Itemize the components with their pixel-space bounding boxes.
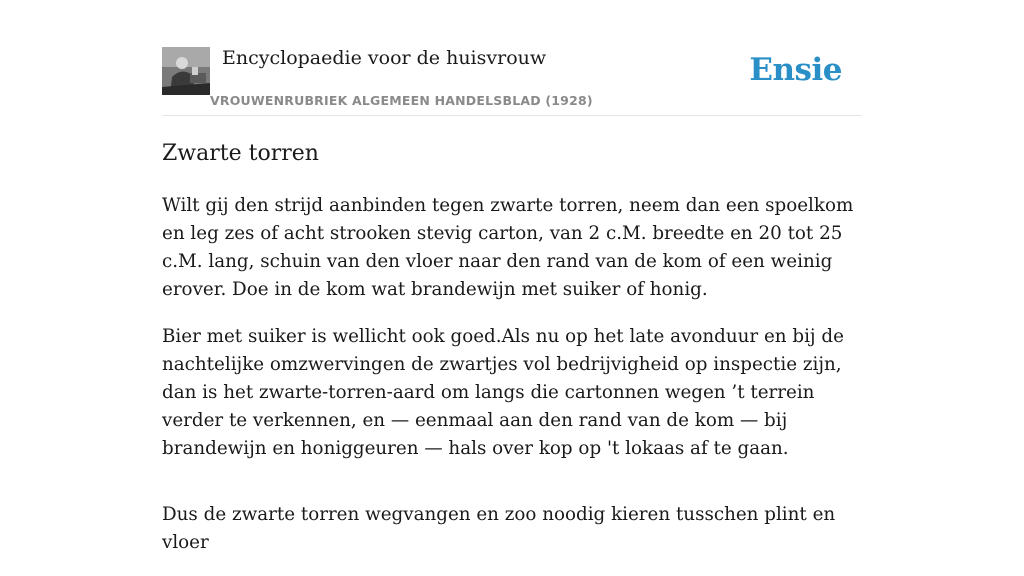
author-photo-icon[interactable] — [162, 47, 210, 95]
post-body — [162, 192, 866, 576]
post-paragraph: Bier met suiker is wellicht ook goed.Als nu op het late avonduur en bij de nachtelijke omzwervingen de zwartjes vol bedrijvigheid op inspectie zijn, dan is het zwarte-torren-aard om langs die cartonnen wegen ’t terrein verder te verkennen, en — eenmaal aan den rand van de kom — bij brandewijn en honiggeuren — hals over kop op 't lokaas af te gaan. — [162, 326, 844, 459]
post-title: Zwarte torren — [162, 141, 319, 166]
content-column — [162, 0, 862, 553]
post-paragraph: Dus de zwarte torren wegvangen en zoo noodig kieren tusschen plint en vloer — [162, 504, 836, 553]
blog-subtitle: VROUWENRUBRIEK ALGEMEEN HANDELSBLAD (1928) — [210, 93, 593, 108]
brand-logo[interactable]: Ensie — [749, 52, 842, 88]
blog-header — [162, 0, 862, 116]
blog-title[interactable]: Encyclopaedie voor de huisvrouw — [222, 47, 547, 69]
post-paragraph: Wilt gij den strijd aanbinden tegen zwarte torren, neem dan een spoelkom en leg zes of acht strooken stevig carton, van 2 c.M. breedte en 20 tot 25 c.M. lang, schuin van den vloer naar den rand van de kom of een weinig erover. Doe in de kom wat brandewijn met suiker of honig. — [162, 195, 854, 300]
